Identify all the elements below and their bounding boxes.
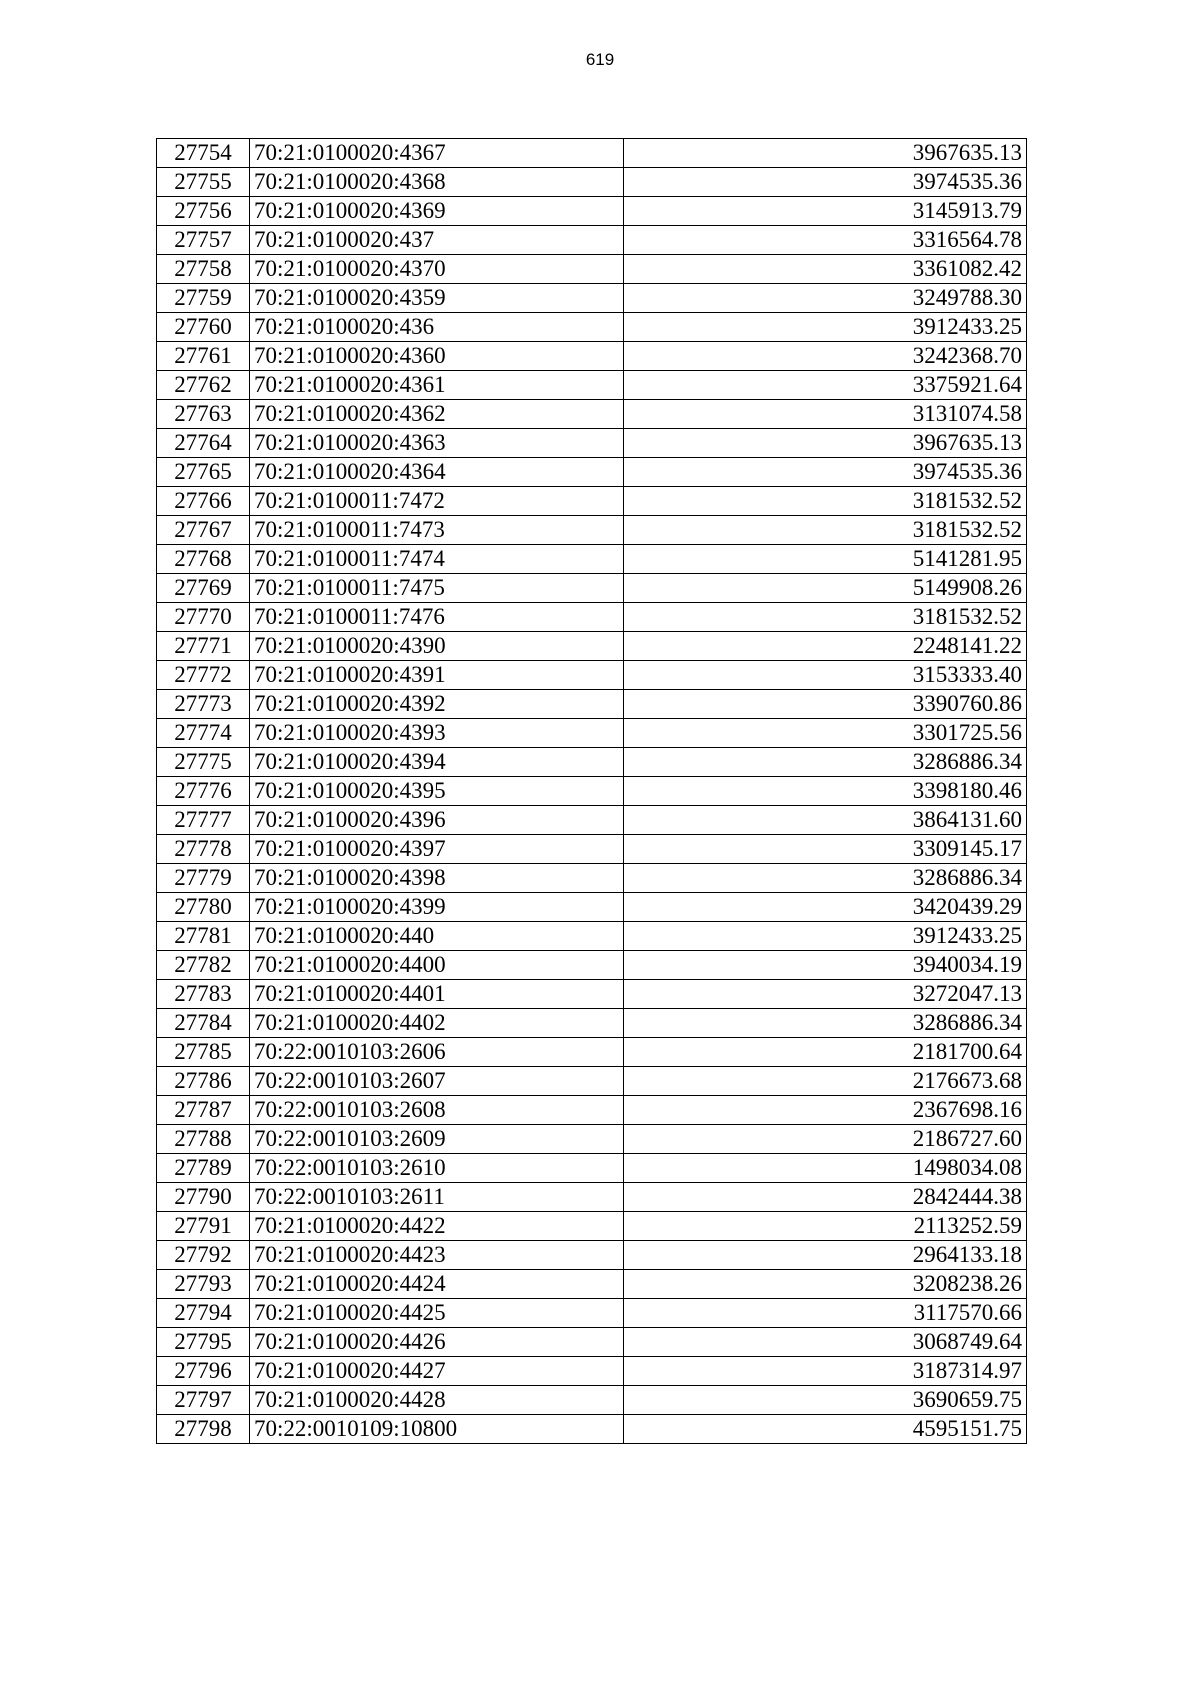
cadastral-value-cell: 3286886.34 [624,748,1027,777]
table-row [157,1299,1027,1328]
row-number-cell: 27780 [157,893,250,922]
cadastral-value-cell: 4595151.75 [624,1415,1027,1444]
row-number-cell: 27783 [157,980,250,1009]
cadastral-number-cell: 70:21:0100020:4398 [250,864,624,893]
row-number-cell: 27769 [157,574,250,603]
table-row [157,748,1027,777]
cadastral-number-cell: 70:21:0100020:4399 [250,893,624,922]
table-row [157,690,1027,719]
row-number-cell: 27798 [157,1415,250,1444]
row-number-cell: 27794 [157,1299,250,1328]
table-row [157,139,1027,168]
table-row [157,284,1027,313]
table-row [157,400,1027,429]
cadastral-value-cell: 3309145.17 [624,835,1027,864]
row-number-cell: 27754 [157,139,250,168]
row-number-cell: 27759 [157,284,250,313]
row-number-cell: 27771 [157,632,250,661]
row-number-cell: 27762 [157,371,250,400]
row-number-cell: 27761 [157,342,250,371]
cadastral-number-cell: 70:21:0100020:4427 [250,1357,624,1386]
cadastral-number-cell: 70:21:0100020:4428 [250,1386,624,1415]
cadastral-number-cell: 70:21:0100011:7476 [250,603,624,632]
table-row [157,371,1027,400]
cadastral-value-cell: 3316564.78 [624,226,1027,255]
cadastral-number-cell: 70:21:0100020:4401 [250,980,624,1009]
table-row [157,922,1027,951]
table-row [157,661,1027,690]
table-row [157,255,1027,284]
cadastral-value-cell: 3187314.97 [624,1357,1027,1386]
cadastral-number-cell: 70:21:0100020:436 [250,313,624,342]
cadastral-value-cell: 3361082.42 [624,255,1027,284]
table-row [157,1415,1027,1444]
cadastral-value-cell: 3249788.30 [624,284,1027,313]
cadastral-value-cell: 3117570.66 [624,1299,1027,1328]
cadastral-value-cell: 3967635.13 [624,139,1027,168]
table-row [157,719,1027,748]
cadastral-number-cell: 70:22:0010103:2611 [250,1183,624,1212]
table-row [157,835,1027,864]
cadastral-value-cell: 2367698.16 [624,1096,1027,1125]
cadastral-value-cell: 3181532.52 [624,516,1027,545]
cadastral-value-cell: 3272047.13 [624,980,1027,1009]
cadastral-number-cell: 70:21:0100020:4402 [250,1009,624,1038]
cadastral-number-cell: 70:21:0100020:4362 [250,400,624,429]
row-number-cell: 27770 [157,603,250,632]
table-row [157,342,1027,371]
cadastral-value-cell: 3153333.40 [624,661,1027,690]
cadastral-value-cell: 3286886.34 [624,864,1027,893]
row-number-cell: 27797 [157,1386,250,1415]
cadastral-number-cell: 70:21:0100020:4400 [250,951,624,980]
cadastral-number-cell: 70:21:0100020:4390 [250,632,624,661]
cadastral-number-cell: 70:21:0100020:4367 [250,139,624,168]
cadastral-number-cell: 70:21:0100020:4424 [250,1270,624,1299]
cadastral-value-cell: 2842444.38 [624,1183,1027,1212]
table-row [157,893,1027,922]
row-number-cell: 27758 [157,255,250,284]
cadastral-number-cell: 70:21:0100020:4392 [250,690,624,719]
cadastral-number-cell: 70:21:0100020:4422 [250,1212,624,1241]
table-row [157,980,1027,1009]
row-number-cell: 27768 [157,545,250,574]
cadastral-number-cell: 70:21:0100020:4426 [250,1328,624,1357]
cadastral-value-cell: 1498034.08 [624,1154,1027,1183]
cadastral-value-cell: 3242368.70 [624,342,1027,371]
table-row [157,1067,1027,1096]
table-row [157,1183,1027,1212]
row-number-cell: 27767 [157,516,250,545]
cadastral-number-cell: 70:21:0100020:4395 [250,777,624,806]
cadastral-value-cell: 3398180.46 [624,777,1027,806]
row-number-cell: 27766 [157,487,250,516]
cadastral-value-cell: 3301725.56 [624,719,1027,748]
cadastral-number-cell: 70:22:0010109:10800 [250,1415,624,1444]
cadastral-value-cell: 2176673.68 [624,1067,1027,1096]
table-row [157,1328,1027,1357]
cadastral-number-cell: 70:21:0100020:4361 [250,371,624,400]
table-row [157,777,1027,806]
table-row [157,1009,1027,1038]
cadastral-number-cell: 70:21:0100020:4370 [250,255,624,284]
row-number-cell: 27764 [157,429,250,458]
table-row [157,632,1027,661]
cadastral-number-cell: 70:21:0100020:4396 [250,806,624,835]
cadastral-value-cell: 3286886.34 [624,1009,1027,1038]
table-row [157,516,1027,545]
cadastral-value-cell: 3145913.79 [624,197,1027,226]
table-body [157,139,1027,1444]
row-number-cell: 27776 [157,777,250,806]
cadastral-value-table [156,138,1027,1444]
row-number-cell: 27775 [157,748,250,777]
cadastral-value-cell: 3864131.60 [624,806,1027,835]
cadastral-value-cell: 3974535.36 [624,458,1027,487]
cadastral-value-cell: 2964133.18 [624,1241,1027,1270]
cadastral-number-cell: 70:21:0100011:7473 [250,516,624,545]
cadastral-number-cell: 70:22:0010103:2608 [250,1096,624,1125]
cadastral-value-cell: 3068749.64 [624,1328,1027,1357]
table-row [157,1125,1027,1154]
row-number-cell: 27765 [157,458,250,487]
row-number-cell: 27795 [157,1328,250,1357]
row-number-cell: 27756 [157,197,250,226]
cadastral-number-cell: 70:21:0100020:4359 [250,284,624,313]
table-row [157,1270,1027,1299]
table-row [157,458,1027,487]
cadastral-value-cell: 3912433.25 [624,313,1027,342]
cadastral-number-cell: 70:22:0010103:2610 [250,1154,624,1183]
table-row [157,1038,1027,1067]
row-number-cell: 27785 [157,1038,250,1067]
cadastral-number-cell: 70:21:0100020:4363 [250,429,624,458]
table-row [157,1096,1027,1125]
row-number-cell: 27796 [157,1357,250,1386]
row-number-cell: 27755 [157,168,250,197]
cadastral-number-cell: 70:21:0100020:4369 [250,197,624,226]
cadastral-number-cell: 70:21:0100020:440 [250,922,624,951]
row-number-cell: 27760 [157,313,250,342]
cadastral-number-cell: 70:21:0100020:4423 [250,1241,624,1270]
cadastral-number-cell: 70:21:0100020:4397 [250,835,624,864]
cadastral-value-cell: 5141281.95 [624,545,1027,574]
cadastral-number-cell: 70:21:0100020:4360 [250,342,624,371]
cadastral-value-cell: 3181532.52 [624,603,1027,632]
row-number-cell: 27782 [157,951,250,980]
row-number-cell: 27781 [157,922,250,951]
row-number-cell: 27791 [157,1212,250,1241]
table-row [157,603,1027,632]
table-row [157,168,1027,197]
table-row [157,1357,1027,1386]
table-row [157,806,1027,835]
row-number-cell: 27773 [157,690,250,719]
cadastral-value-cell: 3181532.52 [624,487,1027,516]
row-number-cell: 27778 [157,835,250,864]
row-number-cell: 27786 [157,1067,250,1096]
cadastral-value-cell: 3967635.13 [624,429,1027,458]
cadastral-number-cell: 70:21:0100020:437 [250,226,624,255]
cadastral-number-cell: 70:22:0010103:2607 [250,1067,624,1096]
cadastral-value-cell: 3940034.19 [624,951,1027,980]
row-number-cell: 27774 [157,719,250,748]
page-number: 619 [585,50,615,69]
cadastral-value-cell: 3912433.25 [624,922,1027,951]
cadastral-value-cell: 5149908.26 [624,574,1027,603]
table-row [157,487,1027,516]
row-number-cell: 27790 [157,1183,250,1212]
cadastral-number-cell: 70:21:0100020:4364 [250,458,624,487]
cadastral-number-cell: 70:21:0100020:4393 [250,719,624,748]
cadastral-number-cell: 70:21:0100011:7474 [250,545,624,574]
table-row [157,574,1027,603]
table-row [157,1154,1027,1183]
row-number-cell: 27787 [157,1096,250,1125]
cadastral-value-cell: 3375921.64 [624,371,1027,400]
table-row [157,226,1027,255]
table-row [157,313,1027,342]
table-row [157,1241,1027,1270]
row-number-cell: 27779 [157,864,250,893]
cadastral-number-cell: 70:21:0100011:7472 [250,487,624,516]
row-number-cell: 27793 [157,1270,250,1299]
table-row [157,1386,1027,1415]
row-number-cell: 27784 [157,1009,250,1038]
cadastral-value-cell: 3420439.29 [624,893,1027,922]
table-row [157,1212,1027,1241]
cadastral-number-cell: 70:21:0100020:4394 [250,748,624,777]
cadastral-number-cell: 70:21:0100011:7475 [250,574,624,603]
cadastral-value-cell: 3974535.36 [624,168,1027,197]
row-number-cell: 27777 [157,806,250,835]
table-row [157,545,1027,574]
cadastral-value-cell: 3208238.26 [624,1270,1027,1299]
cadastral-number-cell: 70:22:0010103:2609 [250,1125,624,1154]
cadastral-value-cell: 2181700.64 [624,1038,1027,1067]
cadastral-number-cell: 70:21:0100020:4391 [250,661,624,690]
cadastral-value-cell: 3390760.86 [624,690,1027,719]
cadastral-value-cell: 3131074.58 [624,400,1027,429]
row-number-cell: 27763 [157,400,250,429]
row-number-cell: 27789 [157,1154,250,1183]
cadastral-number-cell: 70:21:0100020:4425 [250,1299,624,1328]
row-number-cell: 27757 [157,226,250,255]
table-row [157,197,1027,226]
cadastral-value-cell: 2248141.22 [624,632,1027,661]
cadastral-value-cell: 2186727.60 [624,1125,1027,1154]
row-number-cell: 27792 [157,1241,250,1270]
row-number-cell: 27788 [157,1125,250,1154]
row-number-cell: 27772 [157,661,250,690]
cadastral-number-cell: 70:22:0010103:2606 [250,1038,624,1067]
table-row [157,951,1027,980]
cadastral-value-cell: 2113252.59 [624,1212,1027,1241]
cadastral-value-cell: 3690659.75 [624,1386,1027,1415]
table-row [157,864,1027,893]
cadastral-number-cell: 70:21:0100020:4368 [250,168,624,197]
table-row [157,429,1027,458]
